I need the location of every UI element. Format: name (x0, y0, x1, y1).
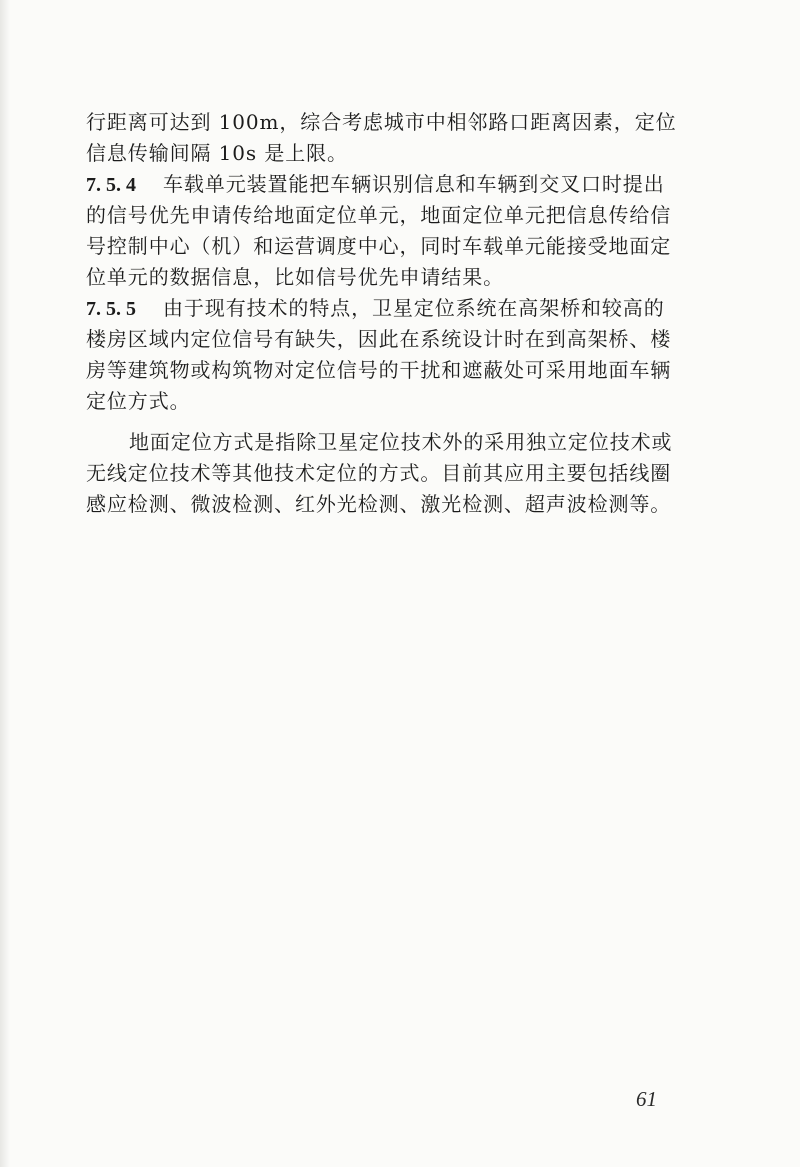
text-line: 号控制中心（机）和运营调度中心，同时车载单元能接受地面定 (86, 234, 672, 258)
text-line: 无线定位技术等其他技术定位的方式。目前其应用主要包括线圈 (86, 461, 672, 485)
text-line: 感应检测、微波检测、红外光检测、激光检测、超声波检测等。 (86, 492, 672, 516)
text-line: 信息传输间隔 10s 是上限。 (86, 141, 348, 165)
text-line: 楼房区域内定位信号有缺失，因此在系统设计时在到高架桥、楼 (86, 327, 672, 351)
section-number: 7. 5. 4 (86, 174, 136, 196)
page-edge-shadow (0, 0, 10, 1167)
document-body (86, 107, 716, 520)
section-first-line: 由于现有技术的特点，卫星定位系统在高架桥和较高的 (163, 296, 665, 320)
text-line: 行距离可达到 100m，综合考虑城市中相邻路口距离因素，定位 (86, 110, 677, 134)
section-heading-755 (86, 293, 716, 324)
text-line: 房等建筑物或构筑物对定位信号的干扰和遮蔽处可采用地面车辆 (86, 358, 672, 382)
text-line: 定位方式。 (86, 389, 191, 413)
section-first-line: 车载单元装置能把车辆识别信息和车辆到交叉口时提出 (163, 172, 665, 196)
paragraph-first-line: 地面定位方式是指除卫星定位技术外的采用独立定位技术或 (129, 430, 673, 454)
page-number: 61 (636, 1087, 657, 1111)
text-line: 的信号优先申请传给地面定位单元，地面定位单元把信息传给信 (86, 203, 672, 227)
text-line: 位单元的数据信息，比如信号优先申请结果。 (86, 265, 504, 289)
section-heading-754 (86, 169, 716, 200)
section-number: 7. 5. 5 (86, 298, 136, 320)
